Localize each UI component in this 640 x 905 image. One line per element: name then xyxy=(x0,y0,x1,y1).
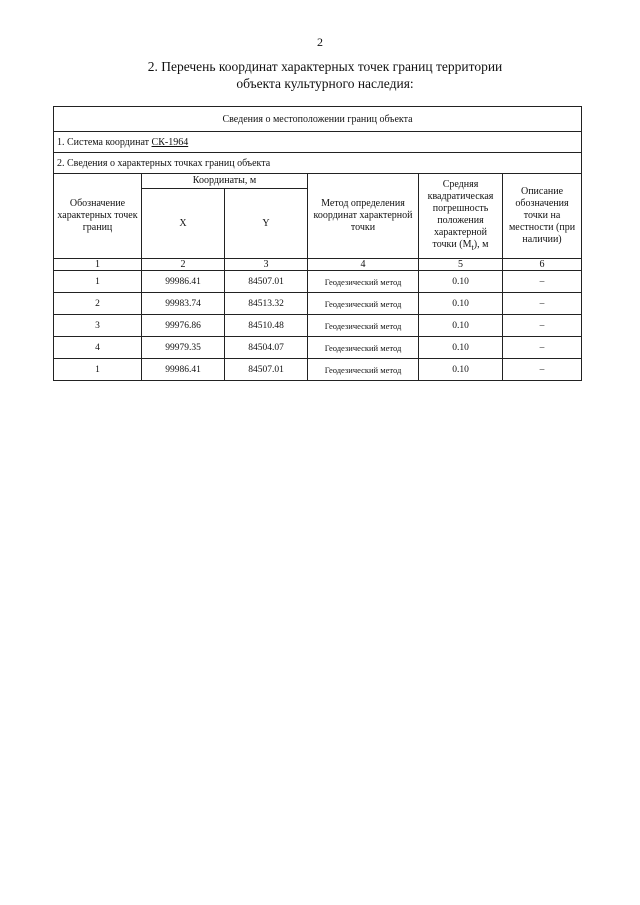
point-cell: 1 xyxy=(54,359,142,381)
coordinates-table xyxy=(53,106,582,381)
description-cell: – xyxy=(503,271,582,293)
error-header xyxy=(419,174,503,259)
column-number: 6 xyxy=(503,259,582,271)
section-header-row xyxy=(54,107,582,132)
point-cell: 1 xyxy=(54,271,142,293)
point-cell: 3 xyxy=(54,315,142,337)
description-cell: – xyxy=(503,359,582,381)
coord-system xyxy=(54,132,582,153)
table-row xyxy=(54,337,582,359)
x-cell: 99979.35 xyxy=(142,337,225,359)
title-line-2: объекта культурного наследия: xyxy=(236,76,414,91)
points-header-row xyxy=(54,153,582,174)
table-row xyxy=(54,271,582,293)
y-cell: 84513.32 xyxy=(225,293,308,315)
y-cell: 84507.01 xyxy=(225,359,308,381)
coord-system-value: СК-1964 xyxy=(151,136,189,148)
section-header: Сведения о местоположении границ объекта xyxy=(54,107,582,132)
error-header-sub: t xyxy=(471,242,474,252)
table-row xyxy=(54,359,582,381)
method-cell: Геодезический метод xyxy=(308,315,419,337)
x-cell: 99983.74 xyxy=(142,293,225,315)
column-number: 1 xyxy=(54,259,142,271)
column-number: 3 xyxy=(225,259,308,271)
error-header-text: Средняя квадратическая погрешность положения характерной точки (M xyxy=(427,178,494,250)
error-cell: 0.10 xyxy=(419,315,503,337)
method-cell: Геодезический метод xyxy=(308,271,419,293)
description-cell: – xyxy=(503,293,582,315)
column-numbers-row xyxy=(54,259,582,271)
error-cell: 0.10 xyxy=(419,271,503,293)
points-header: 2. Сведения о характерных точках границ объекта xyxy=(54,153,582,174)
method-header: Метод определения координат характерной точки xyxy=(308,174,419,259)
error-cell: 0.10 xyxy=(419,337,503,359)
column-number: 5 xyxy=(419,259,503,271)
designation-header: Обозначение характерных точек границ xyxy=(54,174,142,259)
x-header: X xyxy=(142,189,225,259)
column-number: 4 xyxy=(308,259,419,271)
column-number: 2 xyxy=(142,259,225,271)
error-cell: 0.10 xyxy=(419,359,503,381)
x-cell: 99986.41 xyxy=(142,271,225,293)
point-cell: 4 xyxy=(54,337,142,359)
method-cell: Геодезический метод xyxy=(308,337,419,359)
column-header-row-1 xyxy=(54,174,582,189)
document-title xyxy=(100,58,550,92)
description-cell: – xyxy=(503,315,582,337)
y-cell: 84504.07 xyxy=(225,337,308,359)
error-cell: 0.10 xyxy=(419,293,503,315)
method-cell: Геодезический метод xyxy=(308,359,419,381)
table-row xyxy=(54,293,582,315)
title-line-1: 2. Перечень координат характерных точек границ территории xyxy=(147,59,503,74)
coord-system-row xyxy=(54,132,582,153)
page-number: 2 xyxy=(317,35,323,49)
y-header: Y xyxy=(225,189,308,259)
x-cell: 99976.86 xyxy=(142,315,225,337)
error-header-suffix: ), м xyxy=(473,238,489,250)
coord-system-label: 1. Система координат xyxy=(57,136,150,148)
table-row xyxy=(54,315,582,337)
y-cell: 84507.01 xyxy=(225,271,308,293)
description-cell: – xyxy=(503,337,582,359)
point-cell: 2 xyxy=(54,293,142,315)
coordinates-header: Координаты, м xyxy=(142,174,308,189)
description-header: Описание обозначения точки на местности (при наличии) xyxy=(503,174,582,259)
y-cell: 84510.48 xyxy=(225,315,308,337)
x-cell: 99986.41 xyxy=(142,359,225,381)
method-cell: Геодезический метод xyxy=(308,293,419,315)
